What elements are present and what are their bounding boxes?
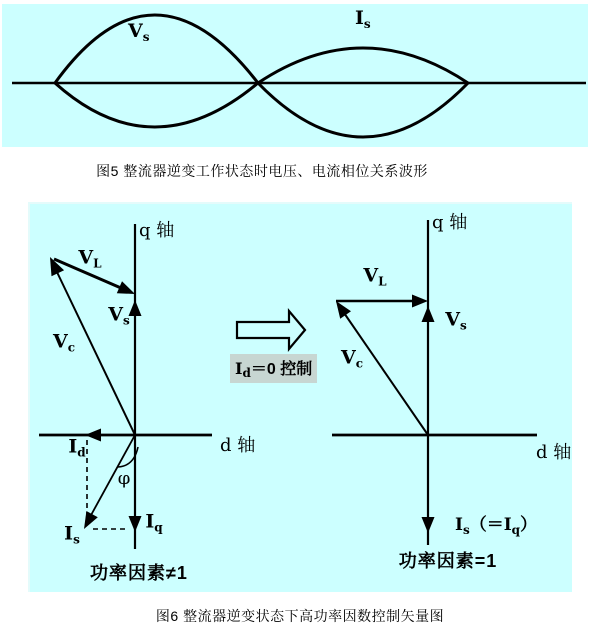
vector-vs-left-arrowhead xyxy=(129,300,142,316)
left-q-axis-label: q 轴 xyxy=(139,220,175,241)
transition-arrow-icon xyxy=(237,311,305,349)
vector-vs-right-arrowhead xyxy=(422,306,435,322)
vl-right-label: $V_L$ xyxy=(363,264,387,289)
vector-id-arrowhead xyxy=(85,429,101,442)
phi-label: φ xyxy=(117,468,131,489)
vs-right-label: $V_s$ xyxy=(445,308,467,333)
vs-left-label: $V_s$ xyxy=(108,303,130,328)
figure5-caption: 图5 整流器逆变工作状态时电压、电流相位关系波形 xyxy=(96,163,428,179)
figure6-caption: 图6 整流器逆变状态下高功率因数控制矢量图 xyxy=(155,608,445,624)
waveform-plot xyxy=(2,4,588,147)
vs-waveform-curve xyxy=(55,15,468,137)
vl-left-label: $V_L$ xyxy=(78,246,102,271)
id-zero-control-tag: $I_d=0$ 控制 xyxy=(230,354,317,383)
left-power-factor-label: 功率因素≠1 xyxy=(90,563,188,583)
right-q-axis-label: q 轴 xyxy=(432,212,468,233)
vs-wave-label: $V_s$ xyxy=(128,20,150,44)
is-left-label: $I_s$ xyxy=(64,522,80,547)
left-d-axis-label: d 轴 xyxy=(220,435,256,456)
iq-label: $I_q$ xyxy=(145,510,163,535)
right-power-factor-label: 功率因素=1 xyxy=(398,551,498,571)
id-label: $I_d$ xyxy=(68,435,86,460)
vc-left-label: $V_c$ xyxy=(52,330,76,355)
is-wave-label: $I_s$ xyxy=(355,7,371,31)
vector-is-right-arrowhead xyxy=(422,517,435,533)
figure5-waveform-panel xyxy=(2,4,588,147)
right-d-axis-label: d 轴 xyxy=(536,442,572,463)
vector-iq-arrowhead xyxy=(129,516,142,532)
vector-vl-right xyxy=(336,295,428,308)
figure6-vector-panel xyxy=(28,202,572,592)
vc-right-label: $V_c$ xyxy=(340,346,364,371)
is-equals-iq-label: $I_s(=I_q)$ xyxy=(455,515,538,537)
